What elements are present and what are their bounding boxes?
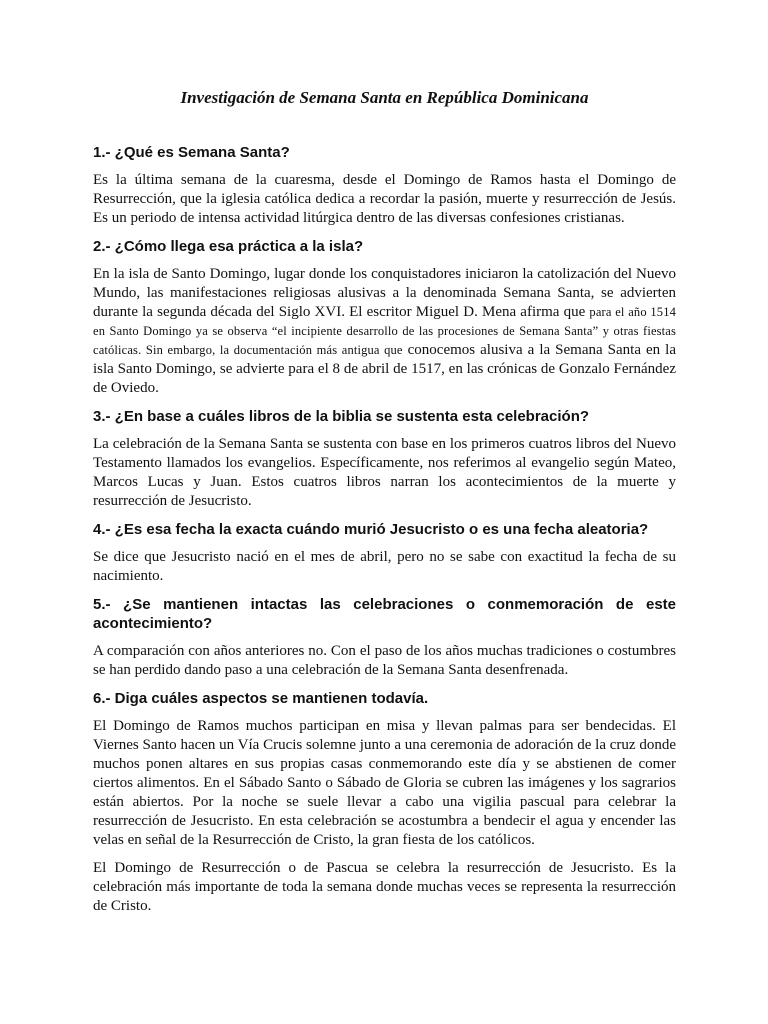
answer-2-part-1: En la isla de Santo Domingo, lugar donde los conquistadores iniciaron la catolización del Nuevo Mundo, las manifestaciones religiosas alusivas a la denominada Semana Santa, se advierten durante la segunda década del Siglo XVI. El escritor Miguel D. Mena afirma que xyxy=(93,266,676,320)
answer-4-paragraph: Se dice que Jesucristo nació en el mes de abril, pero no se sabe con exactitud la fecha de su nacimiento. xyxy=(93,549,676,584)
question-1-heading: 1.- ¿Qué es Semana Santa? xyxy=(93,144,290,161)
question-5-heading: 5.- ¿Se mantienen intactas las celebraciones o conmemoración de este acontecimiento? xyxy=(93,596,676,632)
answer-6-paragraph-2: El Domingo de Resurrección o de Pascua se celebra la resurrección de Jesucristo. Es la celebración más importante de toda la semana donde muchas veces se representa la resurrección de Cristo. xyxy=(93,860,676,914)
answer-3-paragraph: La celebración de la Semana Santa se sustenta con base en los primeros cuatros libros del Nuevo Testamento llamados los evangelios. Específicamente, nos referimos al evangelio según Mateo, Marcos Lucas y Juan. Estos cuatros libros narran los acontecimientos de la muerte y resurrección de Jesucristo. xyxy=(93,436,676,509)
document-title: Investigación de Semana Santa en República Dominicana xyxy=(180,88,589,107)
answer-2-quote-part: para el año 1514 en Santo Domingo ya se observa “el incipiente desarrollo de las procesiones de Semana Santa” y otras fiestas católicas. Sin embargo, la documentación más antigua que xyxy=(93,305,677,357)
question-2-heading: 2.- ¿Cómo llega esa práctica a la isla? xyxy=(93,238,364,255)
question-4-heading: 4.- ¿Es esa fecha la exacta cuándo murió Jesucristo o es una fecha aleatoria? xyxy=(93,521,649,538)
answer-1-paragraph: Es la última semana de la cuaresma, desde el Domingo de Ramos hasta el Domingo de Resurrección, que la iglesia católica dedica a recordar la pasión, muerte y resurrección de Jesús. Es un periodo de intensa actividad litúrgica dentro de las diversas confesiones cristianas. xyxy=(93,172,676,226)
answer-2-paragraph xyxy=(93,265,676,398)
answer-5-paragraph: A comparación con años anteriores no. Con el paso de los años muchas tradiciones o costumbres se han perdido dando paso a una celebración de la Semana Santa desenfrenada. xyxy=(93,643,676,678)
answer-2-part-3: conocemos alusiva a la Semana Santa en la isla Santo Domingo, se advierte para el 8 de abril de 1517, en las crónicas de Gonzalo Fernández de Oviedo. xyxy=(93,342,676,396)
question-6-heading: 6.- Diga cuáles aspectos se mantienen todavía. xyxy=(93,690,429,707)
answer-6-paragraph: El Domingo de Ramos muchos participan en misa y llevan palmas para ser bendecidas. El Viernes Santo hacen un Vía Crucis solemne junto a una ceremonia de adoración de la cruz donde muchos ponen altares en sus propias casas conmemorando este día y se abstienen de comer ciertos alimentos. En el Sábado Santo o Sábado de Gloria se cubren las imágenes y los sagrarios están abiertos. Por la noche se suele llevar a cabo una vigilia pascual para celebrar la resurrección de Jesucristo. En esta celebración se acostumbra a bendecir el agua y encender las velas en señal de la Resurrección de Cristo, la gran fiesta de los católicos. xyxy=(93,718,676,848)
question-3-heading: 3.- ¿En base a cuáles libros de la biblia se sustenta esta celebración? xyxy=(93,408,590,425)
